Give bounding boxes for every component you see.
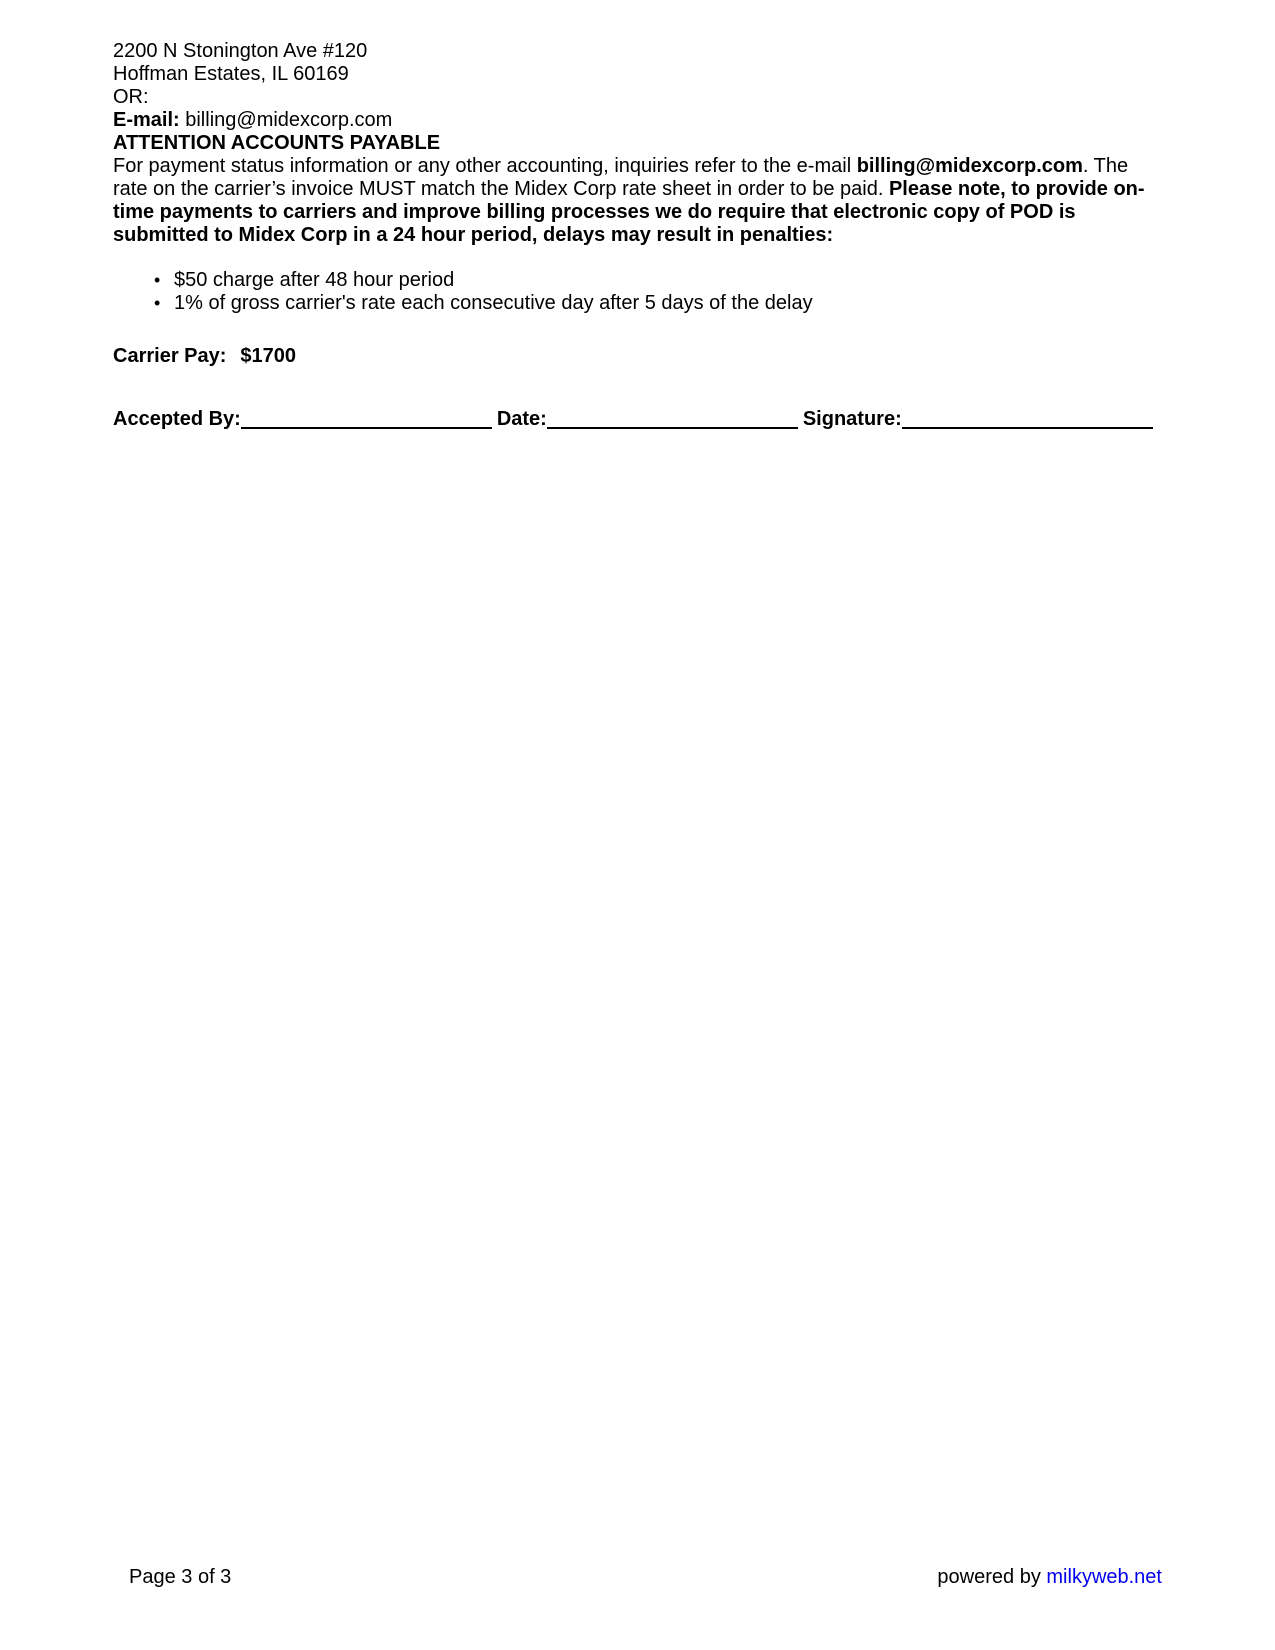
signature-label: Signature: — [802, 408, 902, 430]
payment-text-2: . The rate on the carrier’s invoice MUST match the Midex Corp rate sheet in order to be paid. — [113, 155, 1129, 200]
email-label: E-mail: — [113, 109, 180, 131]
email-line — [113, 109, 1153, 132]
penalty-text: 1% of gross carrier's rate each consecutive day after 5 days of the delay — [174, 292, 813, 314]
payment-paragraph — [113, 155, 1153, 247]
penalty-text: $50 charge after 48 hour period — [174, 269, 455, 291]
accepted-by-field[interactable] — [241, 409, 492, 429]
carrier-pay-amount: $1700 — [240, 345, 297, 367]
signature-field[interactable] — [902, 409, 1153, 429]
payment-email: billing@midexcorp.com — [856, 155, 1083, 177]
bullet-icon: • — [154, 270, 161, 290]
date-label: Date: — [496, 408, 547, 430]
email-value: billing@midexcorp.com — [179, 109, 393, 131]
address-line-2: Hoffman Estates, IL 60169 — [113, 63, 349, 85]
powered-by-text: powered by — [937, 1566, 1047, 1588]
payment-note: Please note, to provide on-time payments to carriers and improve billing processes we do require that electronic copy of POD is submitted to Midex Corp in a 24 hour period, delays may result in penalties: — [113, 178, 1145, 246]
bullet-icon: • — [154, 293, 161, 313]
carrier-pay — [113, 345, 1153, 368]
powered-by — [937, 1566, 1162, 1589]
signature-row — [113, 408, 1153, 431]
attention-heading: ATTENTION ACCOUNTS PAYABLE — [113, 132, 441, 154]
document-body — [113, 40, 1153, 431]
penalty-list — [113, 269, 1153, 315]
list-item — [154, 269, 1153, 292]
list-item — [154, 292, 1153, 315]
accepted-by-label: Accepted By: — [113, 408, 241, 430]
page-number: Page 3 of 3 — [129, 1566, 232, 1588]
payment-text-1: For payment status information or any other accounting, inquiries refer to the e-mail — [113, 155, 857, 177]
carrier-pay-label: Carrier Pay: — [113, 345, 227, 367]
address-line-1: 2200 N Stonington Ave #120 — [113, 40, 368, 62]
date-field[interactable] — [547, 409, 798, 429]
milkyweb-link[interactable]: milkyweb.net — [1046, 1566, 1162, 1588]
address-or: OR: — [113, 86, 149, 108]
